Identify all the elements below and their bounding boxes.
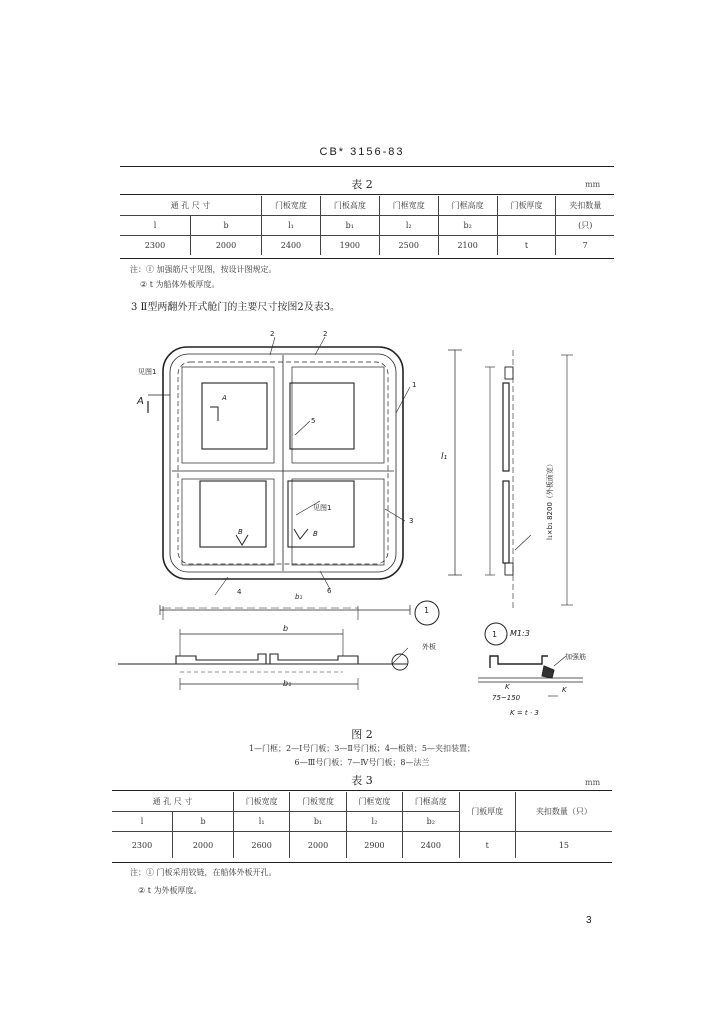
panel-a-letter: A <box>222 394 227 402</box>
callout-circle-small <box>388 650 412 674</box>
table2-header-cell: 门框高度 <box>438 196 497 216</box>
table2-data-cell: 2300 <box>144 241 166 250</box>
table3-data-cell: 15 <box>515 832 612 859</box>
table2-symbol-cell: l₂ <box>379 216 438 236</box>
panel-4-mark <box>294 529 308 539</box>
figure2-elevation <box>118 598 408 698</box>
table2-data-cell: 2100 <box>438 236 497 256</box>
table2-symbol-cell: l <box>120 216 191 236</box>
table3-header-cell: 门板厚度 <box>459 792 515 832</box>
panel-b-letter: B <box>313 530 318 538</box>
view-b-label: 见图1 <box>313 504 332 512</box>
table2-symbol-cell: (只) <box>556 216 614 236</box>
leader-part-8 <box>515 535 531 550</box>
table2-header-cell: 门板厚度 <box>497 196 556 216</box>
table3-caption: 表 3 <box>351 774 373 787</box>
paragraph-3: 3 Ⅱ型两翻外开式舱门的主要尺寸按图2及表3。 <box>131 302 341 313</box>
table2-symbol-cell <box>497 216 556 236</box>
table2-data-cell: t <box>497 236 556 256</box>
table2-symbol-cell: b₂ <box>438 216 497 236</box>
part-label-5: 5 <box>311 417 316 425</box>
door-panel-4 <box>292 479 384 565</box>
door-panel-3 <box>182 479 274 565</box>
table3-data-cell: t <box>459 832 515 859</box>
detail-number: 1 <box>492 630 498 639</box>
section-flange-top <box>505 367 513 379</box>
table2-header-cell: 通 孔 尺 寸 <box>120 196 262 216</box>
figure2-caption: 图 2 <box>351 728 373 741</box>
table3-symbol-cell: l₂ <box>346 812 402 832</box>
dim-b1-plan: b₁ <box>295 593 303 601</box>
dim-l1-label: l₁ <box>441 452 448 462</box>
leader-part-2b <box>315 337 325 355</box>
table3-data-cell: 2000 <box>173 832 234 859</box>
panel-2-stiffener <box>290 383 354 449</box>
table2-data-cell: 2000 <box>191 236 262 256</box>
table2-note: ② t 为船体外板厚度。 <box>140 280 220 289</box>
part-label-2b: 2 <box>323 330 328 338</box>
table3-symbol-cell: l₁ <box>234 812 290 832</box>
section-flange-bottom <box>505 563 513 575</box>
k-formula: K = t · 3 <box>510 709 539 717</box>
table3-data-row <box>112 832 612 859</box>
callout-number-1: 1 <box>424 606 430 615</box>
table2-unit: mm <box>585 180 601 189</box>
table3-note: ② t 为外板厚度。 <box>138 886 202 895</box>
leader-part-5 <box>295 421 310 435</box>
table2-data-cell: 2400 <box>262 236 321 256</box>
figure2-legend-line2: 6—Ⅲ号门板；7—Ⅳ号门板；8—法兰 <box>294 758 430 767</box>
part-label-3: 3 <box>409 517 414 525</box>
table3-note: 注：① 门板采用铰链，在船体外板开孔。 <box>130 868 277 877</box>
detail-scale: M1:3 <box>510 629 530 638</box>
table3-header-cell: 门框宽度 <box>346 792 402 812</box>
figure2-legend-line1: 1—门框；2—Ⅰ号门板；3—Ⅱ号门板；4—板锁；5—夹扣装置； <box>248 744 476 753</box>
k-label-right: K <box>562 686 567 694</box>
weld-label: 加强筋 <box>565 653 586 661</box>
panel-1-stiffener <box>202 383 267 449</box>
dim-l1-line <box>440 345 470 580</box>
panel-3-mark <box>236 535 248 545</box>
table3-symbol-cell: b <box>173 812 234 832</box>
part-label-1: 1 <box>412 381 417 389</box>
standard-code: CB* 3156-83 <box>319 146 405 158</box>
leader-part-2a <box>270 337 275 355</box>
table2-note: 注：① 加强筋尺寸见图，按设计图规定。 <box>130 265 277 274</box>
dim-b1-label: b₁ <box>283 679 292 688</box>
table3-header-cell: 夹扣数量（只） <box>515 792 612 832</box>
table2-symbol-cell: b <box>191 216 262 236</box>
section-a-letter: A <box>137 396 144 407</box>
table2-symbol-cell: b₁ <box>320 216 379 236</box>
section-lower-panel <box>503 481 509 563</box>
table3-bottom-rule <box>112 862 612 863</box>
panel-1-mark <box>210 407 218 421</box>
table3-data-cell: 2600 <box>234 832 290 859</box>
figure2-plan-view <box>120 325 430 625</box>
view-a-label: 见图1 <box>138 368 157 376</box>
table3-unit: mm <box>585 778 601 787</box>
table3-data-cell: 2400 <box>403 832 459 859</box>
plate-label: 外板 <box>422 643 436 651</box>
table2-header-cell: 夹扣数量 <box>556 196 614 216</box>
part-label-4: 4 <box>237 588 242 596</box>
table2-top-rule <box>120 194 614 195</box>
table3-symbol-cell: l <box>112 812 173 832</box>
section-upper-panel <box>503 383 509 471</box>
page-number: 3 <box>586 915 592 926</box>
table3-symbol-cell: b₁ <box>290 812 346 832</box>
table2-data-row <box>120 236 614 256</box>
panel-3-stiffener <box>200 481 266 547</box>
part-label-2a: 2 <box>270 330 275 338</box>
table3-header-row <box>112 792 612 812</box>
table2-header-cell: 门框宽度 <box>379 196 438 216</box>
table2-caption: 表 2 <box>351 178 373 191</box>
table3-header-cell: 门板宽度 <box>234 792 290 812</box>
header-rule <box>120 166 614 167</box>
table3-header-cell: 门框高度 <box>403 792 459 812</box>
table2-symbol-row <box>120 216 614 236</box>
table3-top-rule <box>112 790 612 791</box>
table2-header-cell: 门板宽度 <box>262 196 321 216</box>
k-range: 75~150 <box>492 694 521 702</box>
elevation-profile <box>176 654 358 664</box>
part-label-6: 6 <box>327 587 332 595</box>
table2-data-cell: 7 <box>556 236 614 256</box>
table3-data-cell: 2300 <box>131 840 153 850</box>
table2-symbol-cell: l₁ <box>262 216 321 236</box>
detail-weld <box>542 666 554 678</box>
k-label: K <box>505 683 510 691</box>
dim-b-label: b <box>283 624 289 633</box>
table2-data-cell: 1900 <box>320 236 379 256</box>
table3-symbol-cell: b₂ <box>403 812 459 832</box>
table3-data-cell: 2900 <box>346 832 402 859</box>
table2-data-cell: 2500 <box>379 236 438 256</box>
table3-header-cell: 门板宽度 <box>290 792 346 812</box>
table2-header-cell: 门板高度 <box>320 196 379 216</box>
section-vertical-dim: l₁×b₁ 8200（外板面宽） <box>546 460 554 540</box>
table2 <box>120 196 614 255</box>
panel-3-b-letter: B <box>238 528 243 536</box>
table2-header-row <box>120 196 614 216</box>
table3-header-cell: 通 孔 尺 寸 <box>112 792 234 812</box>
table2-bottom-rule <box>120 258 614 259</box>
table3 <box>112 792 612 858</box>
figure2-side-section <box>485 345 585 620</box>
table3-data-cell: 2000 <box>290 832 346 859</box>
detail-section <box>490 656 548 668</box>
